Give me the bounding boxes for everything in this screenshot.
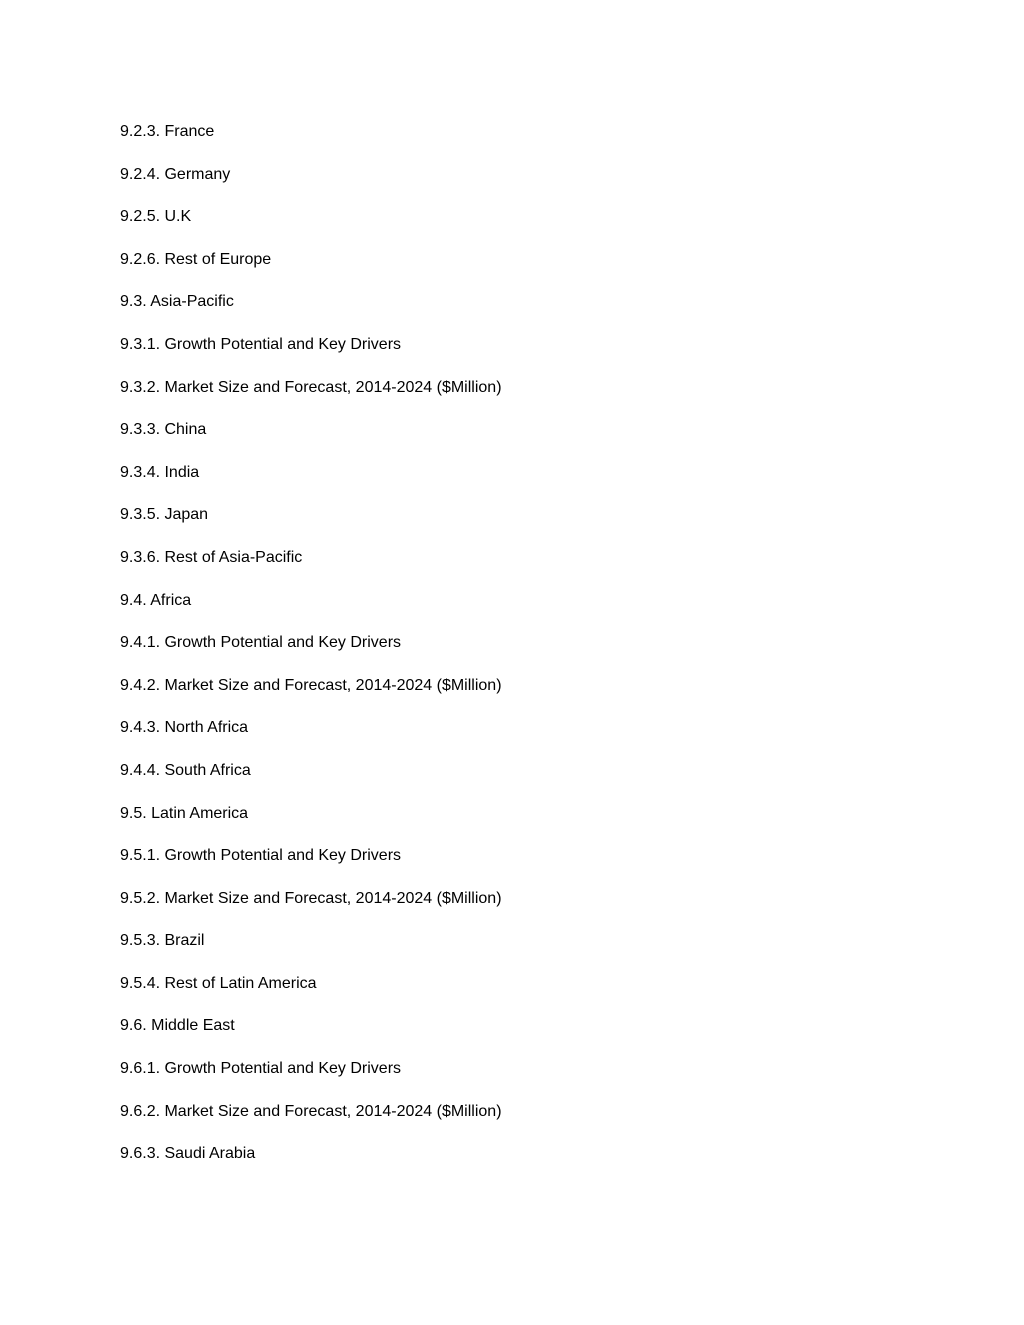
toc-entry-south-africa: 9.4.4. South Africa [120, 761, 251, 779]
toc-entry-saudi-arabia: 9.6.3. Saudi Arabia [120, 1145, 256, 1163]
toc-entry-asia-pacific-market-size: 9.3.2. Market Size and Forecast, 2014-2024 ($Million) [120, 378, 502, 396]
toc-entry-india: 9.3.4. India [120, 463, 200, 481]
toc-entry-china: 9.3.3. China [120, 421, 207, 439]
toc-entry-france: 9.2.3. France [120, 123, 215, 140]
toc-entry-latin-america: 9.5. Latin America [120, 804, 249, 822]
toc-entry-rest-of-latin-america: 9.5.4. Rest of Latin America [120, 974, 317, 992]
toc-entry-asia-pacific: 9.3. Asia-Pacific [120, 293, 234, 311]
toc-entry-north-africa: 9.4.3. North Africa [120, 719, 249, 737]
toc-entry-brazil: 9.5.3. Brazil [120, 932, 205, 950]
toc-entry-middle-east-growth-drivers: 9.6.1. Growth Potential and Key Drivers [120, 1060, 402, 1078]
toc-entry-rest-of-europe: 9.2.6. Rest of Europe [120, 250, 272, 268]
toc-entry-asia-pacific-growth-drivers: 9.3.1. Growth Potential and Key Drivers [120, 335, 402, 353]
toc-entry-uk: 9.2.5. U.K [120, 208, 192, 226]
toc-entry-africa: 9.4. Africa [120, 591, 192, 609]
toc-entry-japan: 9.3.5. Japan [120, 506, 209, 524]
toc-entry-rest-of-asia-pacific: 9.3.6. Rest of Asia-Pacific [120, 548, 303, 566]
toc-entry-africa-market-size: 9.4.2. Market Size and Forecast, 2014-2024 ($Million) [120, 676, 502, 694]
toc-entry-latin-america-growth-drivers: 9.5.1. Growth Potential and Key Drivers [120, 847, 402, 865]
toc-entry-africa-growth-drivers: 9.4.1. Growth Potential and Key Drivers [120, 634, 402, 652]
toc-entry-latin-america-market-size: 9.5.2. Market Size and Forecast, 2014-2024 ($Million) [120, 889, 502, 907]
table-of-contents [120, 121, 502, 1186]
toc-entry-middle-east-market-size: 9.6.2. Market Size and Forecast, 2014-2024 ($Million) [120, 1102, 502, 1120]
toc-entry-germany: 9.2.4. Germany [120, 165, 231, 183]
toc-entry-middle-east: 9.6. Middle East [120, 1017, 235, 1035]
